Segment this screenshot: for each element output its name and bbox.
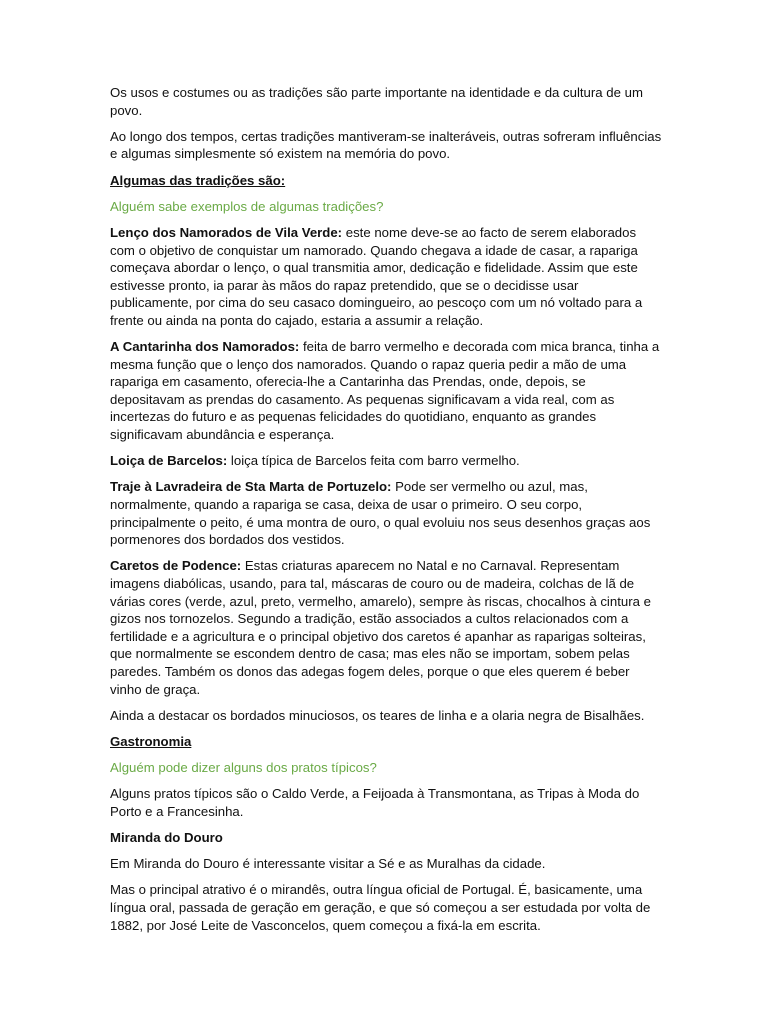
tradition-item: [110, 478, 662, 548]
tradition-item: [110, 557, 662, 698]
intro-paragraph: Ao longo dos tempos, certas tradições mantiveram-se inalteráveis, outras sofreram influências e algumas simplesmente só existem na memória do povo.: [110, 128, 662, 162]
tradition-item: [110, 452, 662, 470]
tradition-term: Traje à Lavradeira de Sta Marta de Portuzelo:: [110, 479, 392, 495]
traditions-question: Alguém sabe exemplos de algumas tradições?: [110, 198, 384, 214]
tradition-term: Caretos de Podence:: [110, 558, 242, 574]
tradition-term: A Cantarinha dos Namorados:: [110, 339, 300, 355]
gastronomy-heading: Gastronomia: [110, 733, 192, 749]
traditions-heading: Algumas das tradições são:: [110, 172, 286, 188]
gastronomy-paragraph: Alguns pratos típicos são o Caldo Verde, a Feijoada à Transmontana, as Tripas à Moda do Porto e a Francesinha.: [110, 786, 640, 819]
tradition-text: este nome deve-se ao facto de serem elaborados com o objetivo de conquistar um namorado. Quando chegava a idade de casar, a rapariga começava abordar o lenço, o qual transmitia amor, dedicação e fidelidade. Assim que este estivesse pronto, ia parar às mãos do rapaz pretendido, que se o decidisse usar publicamente, por cima do seu casaco domingueiro, ao pescoço com um nó voltado para a frente ou ainda na ponta do cajado, estaria a assumir a relação.: [110, 224, 643, 328]
document-page: [110, 84, 662, 943]
miranda-paragraph: Mas o principal atrativo é o mirandês, outra língua oficial de Portugal. É, basicamente, uma língua oral, passada de geração em geração, e que só começou a ser estudada por volta de 1882, por José Leite de Vasconcelos, quem começou a fixá-la em escrita.: [110, 882, 651, 933]
tradition-text: feita de barro vermelho e decorada com mica branca, tinha a mesma função que o lenço dos namorados. Quando o rapaz queria pedir a mão de uma rapariga em casamento, oferecia-lhe a Cantarinha das Prendas, onde, depois, se depositavam as prendas do casamento. As pequenas significavam a vida real, com as incertezas do futuro e as pequenas felicidades do quotidiano, enquanto as grandes significavam abundância e esperança.: [110, 339, 660, 443]
miranda-heading: Miranda do Douro: [110, 830, 223, 846]
tradition-text: loiça típica de Barcelos feita com barro vermelho.: [227, 453, 520, 469]
miranda-paragraph: Em Miranda do Douro é interessante visitar a Sé e as Muralhas da cidade.: [110, 856, 546, 872]
tradition-text: Estas criaturas aparecem no Natal e no Carnaval. Representam imagens diabólicas, usando, para tal, máscaras de couro ou de madeira, colchas de lã de várias cores (verde, azul, preto, vermelho, amarelo), sempre às riscas, chocalhos à cintura e gizos nos tornozelos. Segundo a tradição, estão associados a cultos relacionados com a fertilidade e a agricultura e o principal objetivo dos caretos é apanhar as raparigas solteiras, que normalmente se escondem dentro de casa; mas eles não se importam, sobem pelas paredes. Também os donos das adegas fogem deles, porque o que eles querem é beber vinho de graça.: [110, 558, 651, 697]
tradition-item: [110, 338, 662, 444]
traditions-closing: Ainda a destacar os bordados minuciosos, os teares de linha e a olaria negra de Bisalhães.: [110, 707, 645, 723]
tradition-item: [110, 224, 662, 330]
intro-paragraph: Os usos e costumes ou as tradições são parte importante na identidade e da cultura de um povo.: [110, 85, 643, 118]
tradition-term: Lenço dos Namorados de Vila Verde:: [110, 224, 343, 240]
gastronomy-question: Alguém pode dizer alguns dos pratos típicos?: [110, 760, 377, 776]
tradition-term: Loiça de Barcelos:: [110, 453, 228, 469]
tradition-text: Pode ser vermelho ou azul, mas, normalmente, quando a rapariga se casa, deixa de usar o primeiro. O seu corpo, principalmente o peito, é uma montra de ouro, o qual evoluiu nos seus desenhos graças aos pormenores dos bordados dos vestidos.: [110, 479, 651, 548]
